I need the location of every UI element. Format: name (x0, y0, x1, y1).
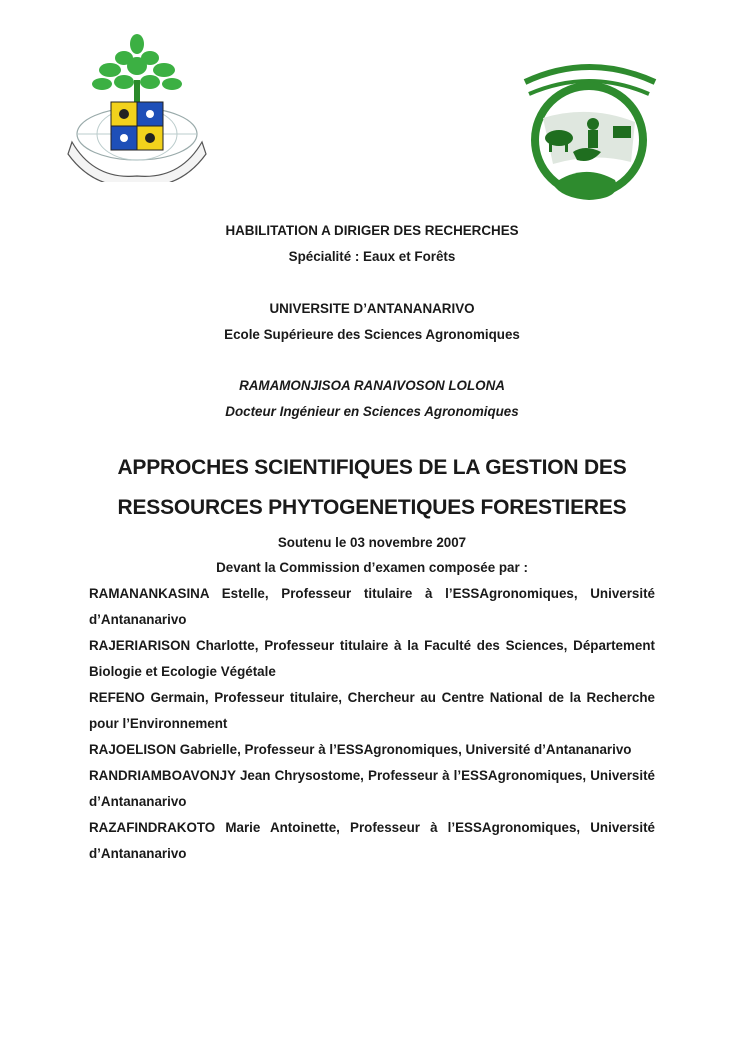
committee-member: RAJOELISON Gabrielle, Professeur à l’ESSAgronomiques, Université d’Antananarivo (89, 742, 632, 757)
committee-list (89, 581, 655, 867)
committee-member: RAJERIARISON Charlotte, Professeur titulaire à la Faculté des Sciences, Département Biologie et Ecologie Végétale (89, 638, 655, 679)
defense-date: Soutenu le 03 novembre 2007 (277, 535, 467, 550)
essa-emblem-logo (513, 52, 665, 202)
thesis-title-line-2: RESSOURCES PHYTOGENETIQUES FORESTIERES (117, 496, 627, 519)
author-title: Docteur Ingénieur en Sciences Agronomiques (225, 404, 519, 419)
committee-member: RAMANANKASINA Estelle, Professeur titulaire à l’ESSAgronomiques, Université d’Antananarivo (89, 586, 655, 627)
university-crest-logo (64, 30, 210, 182)
degree-heading: HABILITATION A DIRIGER DES RECHERCHES (225, 223, 519, 238)
author-name: RAMAMONJISOA RANAIVOSON LOLONA (239, 378, 505, 393)
committee-member: RANDRIAMBOAVONJY Jean Chrysostome, Professeur à l’ESSAgronomiques, Université d’Antananarivo (89, 768, 655, 809)
committee-intro: Devant la Commission d’examen composée par : (216, 560, 528, 575)
specialty-line: Spécialité : Eaux et Forêts (288, 249, 456, 264)
committee-member: RAZAFINDRAKOTO Marie Antoinette, Professeur à l’ESSAgronomiques, Université d’Antananarivo (89, 820, 655, 861)
committee-member: REFENO Germain, Professeur titulaire, Chercheur au Centre National de la Recherche pour l’Environnement (89, 690, 655, 731)
school-name: Ecole Supérieure des Sciences Agronomiques (224, 327, 520, 342)
university-name: UNIVERSITE D’ANTANANARIVO (269, 301, 475, 316)
thesis-title-line-1: APPROCHES SCIENTIFIQUES DE LA GESTION DES (117, 456, 627, 479)
